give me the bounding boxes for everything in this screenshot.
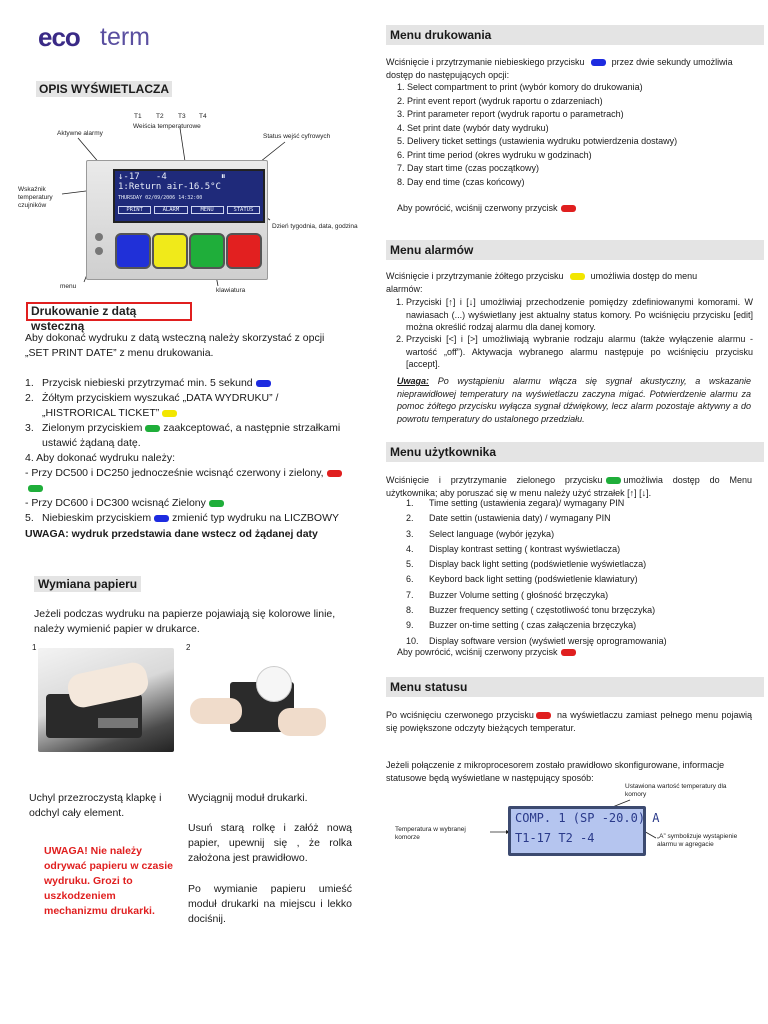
user-menu-list [406, 497, 736, 647]
list-item-text: Keybord back light setting (podświetlenie klawiatury) [429, 574, 638, 585]
list-item-text: Time setting (ustawienia zegara)/ wymagany PIN [429, 498, 625, 508]
list-item [397, 108, 757, 121]
backdate-step-3-text-a: Zielonym przyciskiem [42, 422, 143, 434]
backdate-step-5-text-b: zmienić typ wydruku na LICZBOWY [172, 512, 339, 524]
green-button-icon [145, 425, 160, 432]
user-menu-back-text: Aby powrócić, wciśnij czerwony przycisk [397, 647, 558, 657]
list-item [406, 528, 736, 541]
paper-col2-a: Wyciągnij moduł drukarki. [188, 792, 308, 804]
list-item [397, 81, 757, 94]
status-lcd [508, 806, 660, 856]
list-item-text: Day start time (czas początkowy) [407, 163, 540, 173]
list-item-num: 1. [406, 498, 414, 508]
label-compartment-temperature: Temperatura w wybranej komorze [395, 826, 466, 841]
backdate-step-3-num: 3. [25, 422, 34, 434]
softkey-alarm: ALARM [154, 206, 187, 214]
status-lcd-line2: T1-17 T2 -4 [515, 831, 595, 845]
user-menu-back [397, 646, 576, 659]
device-key-blue[interactable] [115, 233, 151, 269]
backdate-step-1 [25, 376, 355, 391]
photo-2-number: 2 [186, 643, 191, 652]
lcd-line2: 1:Return air-16.5°C [118, 182, 221, 192]
photo-1-number: 1 [32, 643, 37, 652]
list-item-num: 2. [397, 95, 408, 106]
blue-button-icon [256, 380, 271, 387]
list-item-text: Date settin (ustawienia daty) / wymagany PIN [429, 513, 611, 524]
alarm-menu-note-label: Uwaga: [397, 376, 430, 386]
list-item-num: 8. [406, 605, 414, 616]
list-item [397, 149, 757, 162]
status-menu-intro-b: na wyświetlaczu zamiast pełnego menu pojawią się powiększone odczyty bieżących temperatur. [386, 710, 752, 733]
list-item-text: Display software version (wyświetl wersję oprogramowania) [429, 635, 667, 646]
alarm-menu-intro [386, 270, 716, 295]
list-item-text: Buzzer Volume setting ( głośność brzęczyka) [429, 589, 609, 600]
alarm-menu-note-text: Po wystąpieniu alarmu włącza się sygnał akustyczny, a wskazanie nieprawidłowej temperatury na wyświetlaczu zaczyna migać. Potwierdzenie alarmu za pomoc żółtego przycisku wyłącza sygnał dźwiękowy, lecz alarm pozostaje aktywny a do powrotu temperatury do ustalonego przedziału. [397, 376, 751, 424]
backdate-step-2 [25, 391, 355, 421]
label-t1: T1 [134, 113, 142, 120]
alarm-menu-item-1 [396, 296, 753, 334]
status-lcd-line1: COMP. 1 (SP -20.0) A [515, 811, 660, 825]
label-t2: T2 [156, 113, 164, 120]
list-item-text: Set print date (wybór daty wydruku) [407, 122, 549, 133]
backdate-step-3 [25, 421, 355, 451]
backdate-step-1-num: 1. [25, 377, 34, 389]
label-set-temperature: Ustawiona wartość temperatury dla komory [625, 783, 727, 798]
list-item-num: 5. [397, 136, 408, 146]
backdate-dc600-text: - Przy DC600 i DC300 wcisnąć Zielony [25, 497, 206, 509]
backdate-heading: Drukowanie z datą wsteczną [26, 302, 192, 321]
backdate-warning: UWAGA: wydruk przedstawia dane wstecz od żądanej daty [25, 528, 318, 540]
alarm-menu-item-1-text: Przyciski [↑] i [↓] umożliwiaj przechodzenie pomiędzy zdefiniowanymi komorami. W nawiasach (...) wyświetlany jest aktualny status komory. Po wciśnięciu przycisku [edit] można określić rodzaj alarmu dla danej komory. [406, 297, 753, 332]
status-menu-intro [386, 709, 752, 734]
list-item-num: 3. [397, 109, 408, 119]
list-item-text: Print parameter report (wydruk raportu o parametrach) [407, 109, 624, 119]
list-item [397, 162, 757, 175]
device-key-green[interactable] [189, 233, 225, 269]
paper-intro: Jeżeli podczas wydruku na papierze pojawiają się kolorowe linie, należy wymienić papier w drukarce. [34, 608, 336, 635]
yellow-button-icon [162, 410, 177, 417]
list-item-num: 5. [406, 559, 414, 570]
list-item [397, 176, 757, 189]
label-t3: T3 [178, 113, 186, 120]
logo-term: term [100, 23, 150, 51]
backdate-step-5-text-a: Niebieskim przyciskiem [42, 512, 152, 524]
list-item-text: Display kontrast setting ( kontrast wyświetlacza) [429, 543, 621, 554]
list-item-num: 6. [406, 574, 414, 585]
list-item-text: Print time period (okres wydruku w godzinach) [407, 149, 592, 160]
backdate-dc500-text: - Przy DC500 i DC250 jednocześnie wcisnąć czerwony i zielony, [25, 467, 324, 479]
list-item [406, 573, 736, 586]
list-item [406, 512, 736, 525]
status-menu-intro-a: Po wciśnięciu czerwonego przycisku [386, 710, 534, 720]
list-item [406, 589, 736, 602]
device-left-indicators [95, 233, 107, 263]
list-item-num: 4. [397, 122, 408, 133]
list-item [397, 95, 757, 108]
paper-warning: UWAGA! Nie należy odrywać papieru w czasie wydruku. Grozi to uszkodzeniem mechanizmu drukarki. [44, 845, 173, 917]
list-item-num: 7. [406, 589, 414, 600]
list-item-text: Display back light setting (podświetlenie wyświetlacza) [429, 559, 647, 570]
photo-remove-module [190, 648, 326, 752]
list-item [406, 543, 736, 556]
label-menu: menu [60, 283, 77, 290]
list-item-text: Select language (wybór języka) [429, 528, 555, 539]
green-button-icon [28, 485, 43, 492]
list-item-num: 10. [406, 635, 419, 646]
controller-device [86, 160, 268, 280]
logo-eco: eco [38, 22, 80, 52]
lcd-line3: THURSDAY 02/09/2006 14:32:00 [118, 195, 203, 201]
print-menu-back [397, 202, 576, 215]
status-menu-heading: Menu statusu [386, 677, 764, 697]
label-digital-status: Status wejść cyfrowych [263, 133, 331, 140]
print-menu-list [397, 81, 757, 188]
user-menu-heading: Menu użytkownika [386, 442, 764, 462]
list-item-num: 1. [396, 297, 404, 307]
print-menu-heading: Menu drukowania [386, 25, 764, 45]
label-active-alarms: Aktywne alarmy [57, 130, 103, 137]
backdate-step-2-text: Żółtym przyciskiem wyszukać „DATA WYDRUKU” / „HISTRORICAL TICKET” [42, 392, 279, 419]
backdate-step-1-text: Przycisk niebieski przytrzymać min. 5 sekund [42, 377, 253, 389]
print-menu-intro-a: Wciśnięcie i przytrzymanie niebieskiego przycisku [386, 57, 585, 67]
backdate-steps [25, 376, 355, 526]
paper-heading: Wymiana papieru [34, 576, 141, 592]
label-alarm-symbol: „A” symbolizuje wystąpienie alarmu w agregacie [657, 833, 738, 848]
red-button-icon [561, 205, 576, 212]
green-button-icon [209, 500, 224, 507]
blue-button-icon [154, 515, 169, 522]
list-item [397, 135, 757, 148]
alarm-menu-note [397, 375, 751, 425]
list-item-text: Buzzer on-time setting ( czas załączenia brzęczyka) [429, 620, 637, 631]
backdate-step-5 [25, 511, 355, 526]
list-item-num: 7. [397, 163, 408, 173]
backdate-dc600 [25, 496, 355, 511]
print-menu-intro-b: przez dwie sekundy umożliwia dostęp do następujących opcji: [386, 57, 733, 80]
list-item-text: Day end time (czas końcowy) [407, 176, 525, 187]
device-key-red[interactable] [226, 233, 262, 269]
device-key-yellow[interactable] [152, 233, 188, 269]
green-button-icon [606, 477, 621, 484]
list-item-num: 2. [406, 513, 414, 524]
photo-open-printer [38, 648, 174, 752]
list-item-text: Select compartment to print (wybór komory do drukowania) [407, 82, 643, 92]
paper-col2-c: Po wymianie papieru umieść moduł drukarki na miejscu i lekko dociśnij. [188, 883, 352, 925]
list-item [406, 497, 736, 510]
list-item-text: Delivery ticket settings (ustawienia wydruku potwierdzenia dostawy) [407, 136, 678, 146]
yellow-button-icon [570, 273, 585, 280]
brand-logo [38, 24, 163, 54]
list-item-num: 6. [397, 149, 408, 160]
label-t4: T4 [199, 113, 207, 120]
red-button-icon [536, 712, 551, 719]
softkey-status: STATUS [227, 206, 260, 214]
backdate-dc500 [25, 466, 355, 496]
backdate-step-5-num: 5. [25, 512, 34, 524]
user-menu-intro-b: umożliwia dostęp do Menu użytkownika; aby poruszać się w menu należy użyć strzałek [↑] [↓]. [386, 475, 752, 498]
list-item-num: 8. [397, 176, 408, 187]
paper-col2-b: Usuń starą rolkę i załóż nową papier, upewnij się , że rolka założona jest prawidłowo. [188, 822, 352, 864]
alarm-menu-heading: Menu alarmów [386, 240, 764, 260]
alarm-menu-intro-b: umożliwia dostęp do menu alarmów: [386, 271, 698, 294]
lcd-softkeys [118, 206, 260, 214]
backdate-step-3-text-b: zaakceptować, a następnie strzałkami ustawić żądaną datę. [42, 422, 341, 449]
list-item [406, 558, 736, 571]
label-keyboard: klawiatura [216, 287, 246, 294]
list-item-num: 1. [397, 82, 408, 92]
device-lcd [113, 169, 265, 223]
list-item-num: 4. [406, 543, 414, 554]
list-item-text: Buzzer frequency setting ( częstotliwość tonu brzęczyka) [429, 605, 656, 616]
label-sensor-indicator: Wskaźnik temperatury czujników [18, 186, 53, 209]
softkey-print: PRINT [118, 206, 151, 214]
list-item-num: 3. [406, 528, 414, 539]
blue-button-icon [591, 59, 606, 66]
red-button-icon [327, 470, 342, 477]
label-date-line: Dzień tygodnia, data, godzina [272, 223, 358, 230]
list-item [406, 604, 736, 617]
list-item [406, 619, 736, 632]
print-menu-intro [386, 56, 756, 81]
list-item-text: Print event report (wydruk raportu o zdarzeniach) [407, 95, 603, 106]
user-menu-intro [386, 474, 752, 499]
paper-col1-text: Uchyl przezroczystą klapkę i odchyl cały element. [29, 792, 162, 819]
list-item [397, 122, 757, 135]
alarm-menu-item-2 [396, 333, 753, 371]
list-item-num: 9. [406, 620, 414, 631]
red-button-icon [561, 649, 576, 656]
label-temperature-inputs: Weiścia temperaturowe [133, 123, 201, 130]
user-menu-intro-a: Wciśnięcie i przytrzymanie zielonego przycisku [386, 475, 603, 485]
status-menu-intro2: Jeżeli połączenie z mikroprocesorem zostało prawidłowo skonfigurowane, informacje statusowe będą wyświetlane w następujący sposób: [386, 760, 725, 783]
backdate-intro: Aby dokonać wydruku z datą wsteczną należy skorzystać z opcji „SET PRINT DATE” z menu drukowania. [25, 332, 325, 359]
alarm-menu-item-2-text: Przyciski [<] i [>] umożliwiają wybranie rodzaju alarmu (także wyłączenie alarmu - wartość „off”). Aktywacja wybranego alarmu następuje po wciśnięciu przycisku [accept]. [406, 334, 753, 369]
backdate-step-2-num: 2. [25, 392, 34, 404]
list-item-num: 2. [396, 334, 404, 344]
backdate-step-4: 4. Aby dokonać wydruku należy: [25, 452, 176, 464]
alarm-menu-intro-a: Wciśnięcie i przytrzymanie żółtego przycisku [386, 271, 564, 281]
display-heading: OPIS WYŚWIETLACZA [36, 81, 172, 97]
lcd-line1: ↓-17 -4 ⏸ [118, 172, 226, 182]
softkey-menu: MENU [191, 206, 224, 214]
print-menu-back-text: Aby powrócić, wciśnij czerwony przycisk [397, 203, 558, 213]
